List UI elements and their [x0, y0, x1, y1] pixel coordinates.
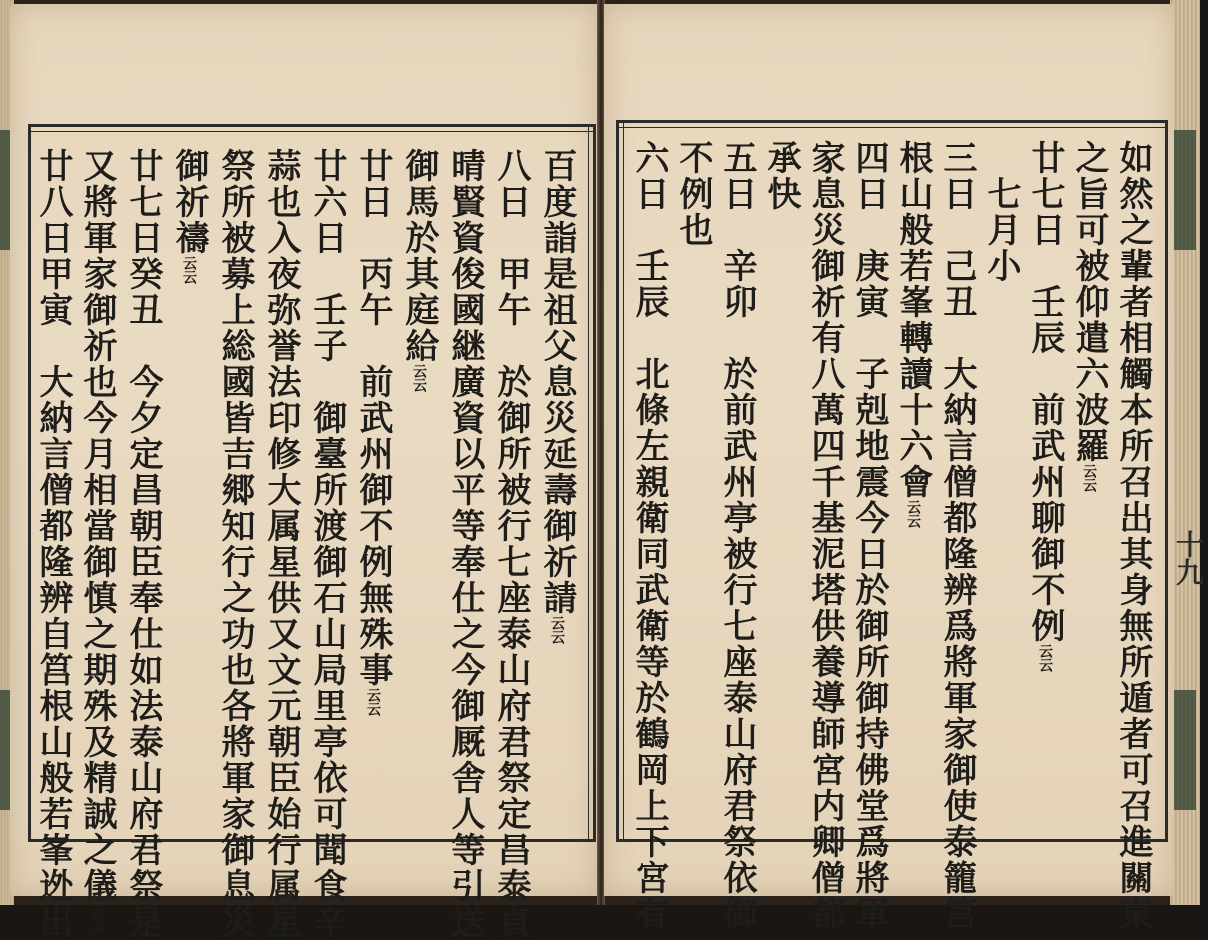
column-note: 云云 — [181, 256, 197, 284]
column-text: 廿日 丙午 前武州御不例無殊事 — [353, 148, 393, 688]
text-column — [33, 148, 73, 940]
column-text: 八日 甲午 於御所被行七座泰山府君祭定昌泰貞 — [491, 148, 531, 940]
frame-inner-rule — [623, 123, 624, 839]
text-column — [849, 140, 889, 932]
text-column — [1113, 140, 1153, 932]
text-column — [761, 140, 801, 212]
frame-inner-rule — [588, 127, 589, 839]
column-note: 云云 — [549, 616, 565, 644]
text-column — [307, 148, 347, 940]
column-text: 祭所被募上総國皆吉郷知行之功也各將軍家御息災 — [215, 148, 255, 940]
column-text: 御祈禱 — [169, 148, 209, 256]
text-column — [673, 140, 713, 248]
frame-inner-rule — [31, 131, 593, 132]
column-text: 晴賢資俊國継廣資以平等奉仕之今御厩舎人等引送 — [445, 148, 485, 940]
column-note: 云云 — [365, 688, 381, 716]
column-note: 云云 — [1081, 464, 1097, 492]
column-text: 根山般若峯轉讀十六會 — [893, 140, 933, 500]
column-text: 七月小 — [981, 140, 1021, 284]
column-text: 蒜也入夜弥誉法印修大属星供又文元朝臣始行属星 — [261, 148, 301, 940]
edge-ink-mark — [1172, 130, 1196, 250]
column-text: 廿七日 壬辰 前武州聊御不例 — [1025, 140, 1065, 644]
text-column — [1069, 140, 1109, 492]
column-text: 百度詣是祖父息災延壽御祈請 — [537, 148, 577, 616]
column-text: 六日 壬辰 北條左親衛同武衛等於鶴岡上下宮有 — [629, 140, 669, 932]
text-column — [893, 140, 933, 528]
column-text: 承快 — [761, 140, 801, 212]
column-text: 五日 辛卯 於前武州亭被行七座泰山府君祭依御 — [717, 140, 757, 932]
column-text: 之旨可被仰遣六波羅 — [1069, 140, 1109, 464]
column-text: 家息災御祈有八萬四千基泥塔供養導師宮内卿僧都 — [805, 140, 845, 932]
text-column — [629, 140, 669, 932]
text-column — [981, 140, 1021, 284]
text-column — [491, 148, 531, 940]
text-column — [537, 148, 577, 644]
column-text: 廿七日癸丑 今夕定昌朝臣奉仕如法泰山府君祭是 — [123, 148, 163, 940]
column-note: 云云 — [1037, 644, 1053, 672]
column-text: 不例也 — [673, 140, 713, 248]
text-column — [77, 148, 117, 932]
column-text: 三日 己丑 大納言僧都隆辨爲將軍家御使泰籠筥 — [937, 140, 977, 932]
column-text: 御馬於其庭給 — [399, 148, 439, 364]
text-column — [445, 148, 485, 940]
column-text: 廿八日甲寅 大納言僧都隆辨自筥根山般若峯迯出 — [33, 148, 73, 940]
column-note: 云云 — [89, 904, 105, 932]
column-text: 如然之輩者相觸本所召出其身無所遁者可召進關東 — [1113, 140, 1153, 932]
text-column — [261, 148, 301, 940]
text-column — [1025, 140, 1065, 672]
text-column — [399, 148, 439, 392]
text-column — [123, 148, 163, 940]
text-column — [717, 140, 757, 932]
text-column — [805, 140, 845, 932]
page-number-label: 十九 — [1172, 530, 1205, 586]
column-text: 四日 庚寅 子剋地震今日於御所御持佛堂爲將軍 — [849, 140, 889, 932]
edge-ink-mark — [1172, 690, 1196, 810]
text-column — [169, 148, 209, 284]
column-note: 云云 — [905, 500, 921, 528]
text-column — [215, 148, 255, 940]
frame-inner-rule — [619, 127, 1165, 128]
column-text: 廿六日 壬子 御臺所渡御石山局里亭依可聞食辛 — [307, 148, 347, 940]
text-column — [353, 148, 393, 716]
text-column — [937, 140, 977, 932]
column-text: 又將軍家御祈也今月相當御慎之期殊及精誠之儀 — [77, 148, 117, 904]
column-note: 云云 — [411, 364, 427, 392]
